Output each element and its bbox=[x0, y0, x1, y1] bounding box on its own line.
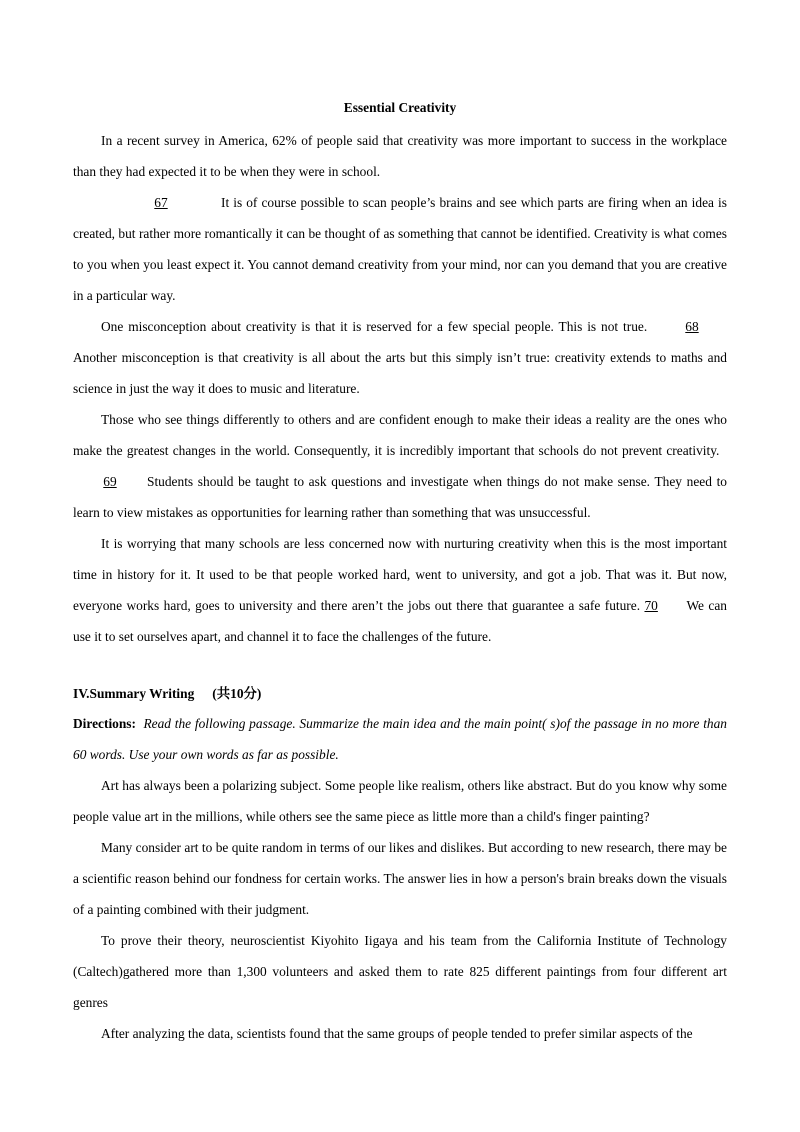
summary-paragraph-1: Art has always been a polarizing subject. Some people like realism, others like abstract. But do you know why some people value art in the millions, while others see the same piece as little more than a child's finger painting? bbox=[73, 778, 727, 824]
blank-68[interactable]: 68 bbox=[685, 319, 699, 334]
paragraph-4-text-b: Students should be taught to ask questions and investigate when things do not make sense. They need to learn to view mistakes as opportunities for learning rather than something that was unsuccessful. bbox=[73, 474, 727, 520]
paragraph-5-text: It is worrying that many schools are less concerned now with nurturing creativity when this is the most important time in history for it. It used to be that people worked hard, went to university, and got a job. That was it. But now, everyone works hard, goes to university and there aren’t the jobs out there that guarantee a safe future. bbox=[73, 536, 727, 613]
paragraph-4-text-a: Those who see things differently to others and are confident enough to make their ideas a reality are the ones who make the greatest changes in the world. Consequently, it is incredibly important that schools do not prevent creativity. bbox=[73, 412, 727, 458]
passage-title: Essential Creativity bbox=[343, 100, 457, 115]
passage-paragraph-2 bbox=[73, 187, 727, 311]
directions-text: Read the following passage. Summarize the main idea and the main point( s)of the passage in no more than 60 words. Use your own words as far as possible. bbox=[73, 716, 727, 762]
summary-heading bbox=[73, 680, 727, 708]
paragraph-3-text-b: Another misconception is that creativity is all about the arts but this simply isn’t true: creativity extends to maths and science in just the way it does to music and literature. bbox=[73, 350, 727, 396]
summary-score: (共10分) bbox=[212, 686, 262, 701]
passage-paragraph-3 bbox=[73, 311, 727, 404]
passage-paragraph-4 bbox=[73, 404, 727, 528]
blank-70[interactable]: 70 bbox=[644, 598, 658, 613]
summary-directions: Directions: Read the following passage. Summarize the main idea and the main point( s)of the passage in no more than 60 words. Use your own words as far as possible. bbox=[73, 716, 727, 762]
summary-paragraph-3: To prove their theory, neuroscientist Kiyohito Iigaya and his team from the California Institute of Technology (Caltech)gathered more than 1,300 volunteers and asked them to rate 825 different paintings from four different art genres bbox=[73, 933, 727, 1010]
directions-label: Directions bbox=[73, 716, 132, 731]
summary-paragraph-2: Many consider art to be quite random in terms of our likes and dislikes. But according to new research, there may be a scientific reason behind our fondness for certain works. The answer lies in how a person's brain breaks down the visuals of a painting combined with their judgment. bbox=[73, 840, 727, 917]
blank-69[interactable]: 69 bbox=[103, 474, 117, 489]
paragraph-3-text-a: One misconception about creativity is that it is reserved for a few special people. This is not true. bbox=[101, 319, 648, 334]
summary-heading-text: IV.Summary Writing bbox=[73, 686, 195, 701]
blank-67[interactable]: 67 bbox=[154, 195, 168, 210]
passage-paragraph-1: In a recent survey in America, 62% of people said that creativity was more important to success in the workplace than they had expected it to be when they were in school. bbox=[73, 133, 727, 179]
summary-paragraph-4: After analyzing the data, scientists found that the same groups of people tended to prefer similar aspects of the bbox=[101, 1026, 693, 1041]
page-content bbox=[73, 95, 727, 1049]
passage-paragraph-5 bbox=[73, 528, 727, 652]
paragraph-5-text-b: We can use it to set ourselves apart, and channel it to face the challenges of the future. bbox=[73, 598, 727, 644]
section-gap bbox=[73, 652, 727, 680]
paragraph-2-text: It is of course possible to scan people’s brains and see which parts are firing when an idea is created, but rather more romantically it can be thought of as something that cannot be identified. Creativity is what comes to you when you least expect it. You cannot demand creativity from your mind, nor can you demand that you are creative in a particular way. bbox=[73, 195, 727, 303]
